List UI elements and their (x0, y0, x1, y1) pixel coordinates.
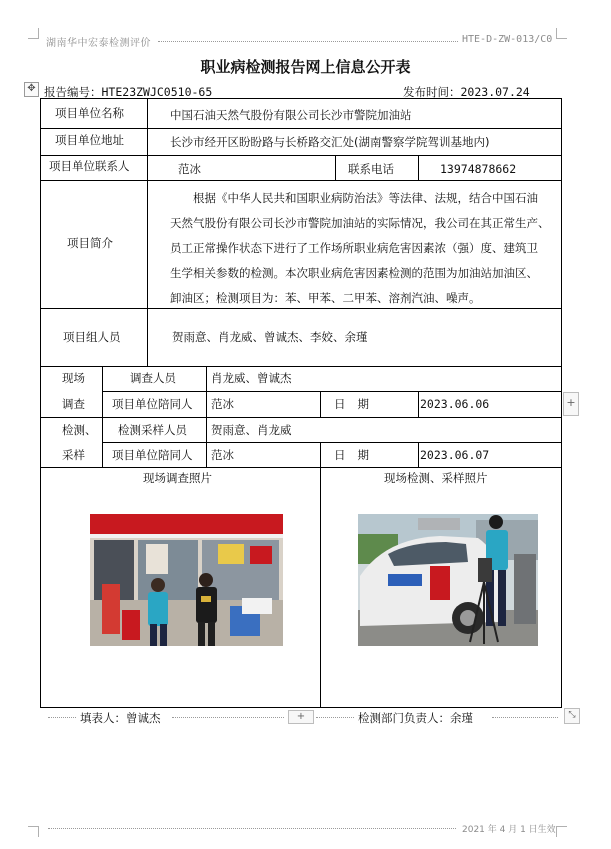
survey-accompany-value: 范冰 (211, 397, 234, 411)
row-divider (102, 442, 562, 443)
col-divider (147, 98, 148, 367)
department-head (358, 711, 473, 725)
phone-value: 13974878662 (440, 162, 517, 176)
survey-date-label: 日 期 (334, 397, 369, 411)
row-divider (40, 128, 562, 129)
sampling-accompany-label: 项目单位陪同人 (112, 448, 193, 462)
footer-dotted-line (48, 828, 456, 829)
release-date-value: 2023.07.24 (460, 85, 530, 99)
photo-sampling-label: 现场检测、采样照片 (384, 471, 488, 485)
col-divider (320, 467, 321, 708)
header-doc-code: HTE-D-ZW-013/C0 (462, 34, 553, 45)
signature-dotted-line (48, 717, 76, 718)
release-date-label: 发布时间： (403, 85, 461, 99)
row-divider (40, 467, 562, 468)
add-column-button[interactable]: + (563, 392, 579, 416)
filler-label: 填表人： (80, 711, 126, 725)
survey-label-line2: 调查 (62, 397, 85, 411)
investigators-value: 肖龙威、曾诚杰 (211, 371, 292, 385)
signature-dotted-line (492, 717, 558, 718)
survey-date-value: 2023.06.06 (420, 397, 490, 411)
intro-line: 卸油区；检测项目为：苯、甲苯、二甲苯、溶剂汽油、噪声。 (170, 291, 481, 305)
header-dotted-line (158, 41, 458, 42)
corner-mark-top-left (28, 28, 39, 39)
intro-paragraph (170, 186, 562, 311)
report-number-value: HTE23ZWJC0510-65 (101, 85, 213, 99)
contact-label: 项目单位联系人 (49, 159, 130, 173)
phone-label: 联系电话 (348, 162, 394, 176)
unit-name-label: 项目单位名称 (55, 106, 124, 120)
investigators-label: 调查人员 (130, 371, 176, 385)
col-divider (418, 391, 419, 417)
survey-accompany-label: 项目单位陪同人 (112, 397, 193, 411)
department-head-label: 检测部门负责人： (358, 711, 450, 725)
corner-mark-bottom-left (28, 826, 39, 837)
row-divider (40, 366, 562, 367)
row-divider (40, 155, 562, 156)
effective-date: 2021 年 4 月 1 日生效 (462, 825, 556, 835)
col-divider (418, 442, 419, 467)
signature-dotted-line (172, 717, 284, 718)
sampling-label-line1: 检测、 (62, 423, 97, 437)
survey-label-line1: 现场 (62, 371, 85, 385)
corner-mark-bottom-right (556, 826, 567, 837)
signature-dotted-line (316, 717, 354, 718)
header-company: 湖南华中宏泰检测评价 (46, 38, 151, 49)
col-divider (206, 366, 207, 467)
col-divider (320, 442, 321, 467)
page-title: 职业病检测报告网上信息公开表 (200, 58, 411, 76)
samplers-value: 贺雨意、肖龙威 (211, 423, 292, 437)
unit-name-value: 中国石油天然气股份有限公司长沙市警院加油站 (170, 108, 412, 122)
sampling-date-value: 2023.06.07 (420, 448, 490, 462)
site-sampling-photo-image (358, 514, 538, 646)
members-label: 项目组人员 (63, 330, 121, 344)
department-head-value: 余瑾 (450, 711, 473, 725)
table-resize-handle-icon[interactable]: ⤡ (564, 708, 580, 724)
unit-address-label: 项目单位地址 (55, 133, 124, 147)
row-divider (40, 180, 562, 181)
samplers-label: 检测采样人员 (118, 423, 187, 437)
contact-value: 范冰 (178, 162, 201, 176)
photo-survey-label: 现场调查照片 (143, 471, 212, 485)
col-divider (418, 155, 419, 180)
sampling-date-label: 日 期 (334, 448, 369, 462)
table-move-handle-icon[interactable]: ✥ (24, 82, 39, 97)
intro-line: 员工正常操作状态下进行了工作场所职业病危害因素浓（强）度、建筑卫 (170, 241, 538, 255)
row-divider (40, 417, 562, 418)
intro-line: 根据《中华人民共和国职业病防治法》等法律、法规，结合中国石油 (193, 191, 538, 205)
intro-line: 生学相关参数的检测。本次职业病危害因素检测的范围为加油站加油区、 (170, 266, 538, 280)
add-row-button[interactable]: + (288, 710, 314, 724)
intro-label: 项目简介 (67, 236, 113, 250)
site-survey-photo (90, 514, 283, 646)
unit-address-value: 长沙市经开区盼盼路与长桥路交汇处(湖南警察学院驾训基地内) (170, 135, 490, 149)
filler-value: 曾诚杰 (126, 711, 161, 725)
col-divider (335, 155, 336, 180)
col-divider (320, 391, 321, 417)
sampling-label-line2: 采样 (62, 448, 85, 462)
report-number-label: 报告编号： (44, 85, 102, 99)
corner-mark-top-right (556, 28, 567, 39)
col-divider (102, 366, 103, 467)
members-value: 贺雨意、肖龙威、曾诚杰、李姣、余瑾 (172, 330, 368, 344)
row-divider (102, 391, 562, 392)
filler (80, 711, 161, 725)
site-sampling-photo (358, 514, 538, 646)
site-survey-photo-image (90, 514, 283, 646)
intro-line: 天然气股份有限公司长沙市警院加油站的实际情况，我公司在其正常生产、 (170, 216, 550, 230)
sampling-accompany-value: 范冰 (211, 448, 234, 462)
